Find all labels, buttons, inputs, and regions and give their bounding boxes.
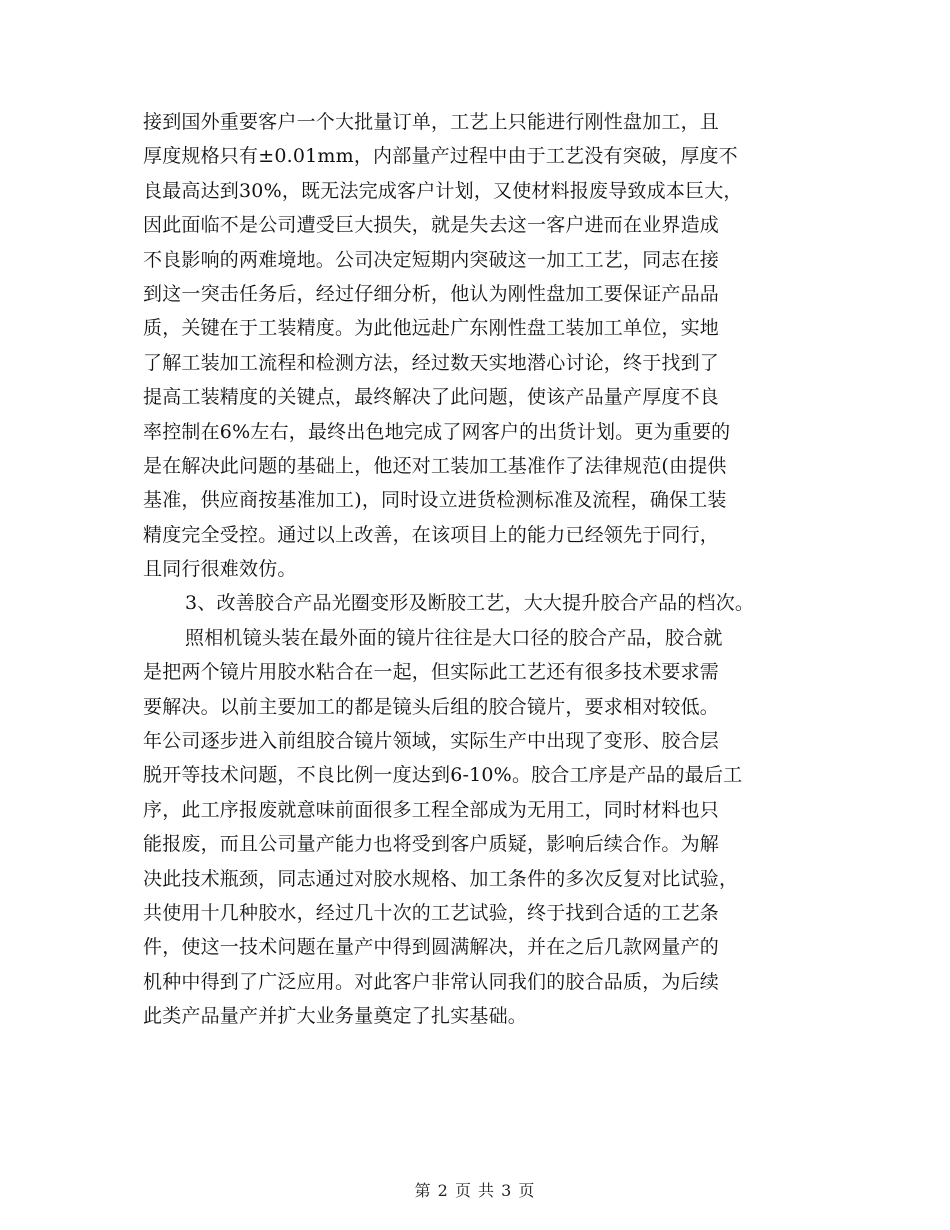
text-line: 序，此工序报废就意味前面很多工程全部成为无用工，同时材料也只 (143, 798, 720, 821)
text-line: 脱开等技术问题，不良比例一度达到6-10%。胶合工序是产品的最后工 (143, 764, 743, 787)
text-line: 良最高达到30%，既无法完成客户计划，又使材料报废导致成本巨大， (143, 179, 743, 202)
text-line: 机种中得到了广泛应用。对此客户非常认同我们的胶合品质，为后续 (143, 970, 720, 993)
text-line: 要解决。以前主要加工的都是镜头后组的胶合镜片，要求相对较低。 (143, 695, 720, 718)
text-line: 是把两个镜片用胶水粘合在一起，但实际此工艺还有很多技术要求需 (143, 661, 720, 684)
text-line: 精度完全受控。通过以上改善，在该项目上的能力已经领先于同行， (143, 523, 720, 546)
body-text (143, 105, 843, 1034)
text-line: 基准，供应商按基准加工)，同时设立进货检测标准及流程，确保工装 (143, 489, 727, 512)
text-line: 此类产品量产并扩大业务量奠定了扎实基础。 (143, 1005, 528, 1028)
text-line: 件，使这一技术问题在量产中得到圆满解决，并在之后几款网量产的 (143, 936, 720, 959)
text-line: 不良影响的两难境地。公司决定短期内突破这一加工工艺，同志在接 (143, 248, 720, 271)
text-line: 决此技术瓶颈，同志通过对胶水规格、加工条件的多次反复对比试验， (143, 867, 739, 890)
text-line: 且同行很难效仿。 (143, 558, 297, 581)
text-line: 提高工装精度的关键点，最终解决了此问题，使该产品量产厚度不良 (143, 386, 720, 409)
text-line: 厚度规格只有±0.01mm，内部量产过程中由于工艺没有突破，厚度不 (143, 145, 738, 168)
text-line: 能报废，而且公司量产能力也将受到客户质疑，影响后续合作。为解 (143, 833, 720, 856)
section-heading: 3、改善胶合产品光圈变形及断胶工艺，大大提升胶合产品的档次。 (185, 592, 755, 615)
text-line: 年公司逐步进入前组胶合镜片领域，实际生产中出现了变形、胶合层 (143, 730, 720, 753)
text-line: 因此面临不是公司遭受巨大损失，就是失去这一客户进而在业界造成 (143, 214, 720, 237)
text-line: 率控制在6%左右，最终出色地完成了网客户的出货计划。更为重要的 (143, 420, 731, 443)
text-line: 共使用十几种胶水，经过几十次的工艺试验，终于找到合适的工艺条 (143, 901, 720, 924)
text-line: 照相机镜头装在最外面的镜片往往是大口径的胶合产品，胶合就 (185, 626, 723, 649)
text-line: 到这一突击任务后，经过仔细分析，他认为刚性盘加工要保证产品品 (143, 282, 720, 305)
page-number-footer: 第 2 页 共 3 页 (414, 1181, 536, 1200)
text-line: 是在解决此问题的基础上，他还对工装加工基准作了法律规范(由提供 (143, 454, 727, 477)
text-line: 质，关键在于工装精度。为此他远赴广东刚性盘工装加工单位，实地 (143, 317, 720, 340)
text-line: 接到国外重要客户一个大批量订单，工艺上只能进行刚性盘加工，且 (143, 111, 720, 133)
text-line: 了解工装加工流程和检测方法，经过数天实地潜心讨论，终于找到了 (143, 351, 720, 374)
